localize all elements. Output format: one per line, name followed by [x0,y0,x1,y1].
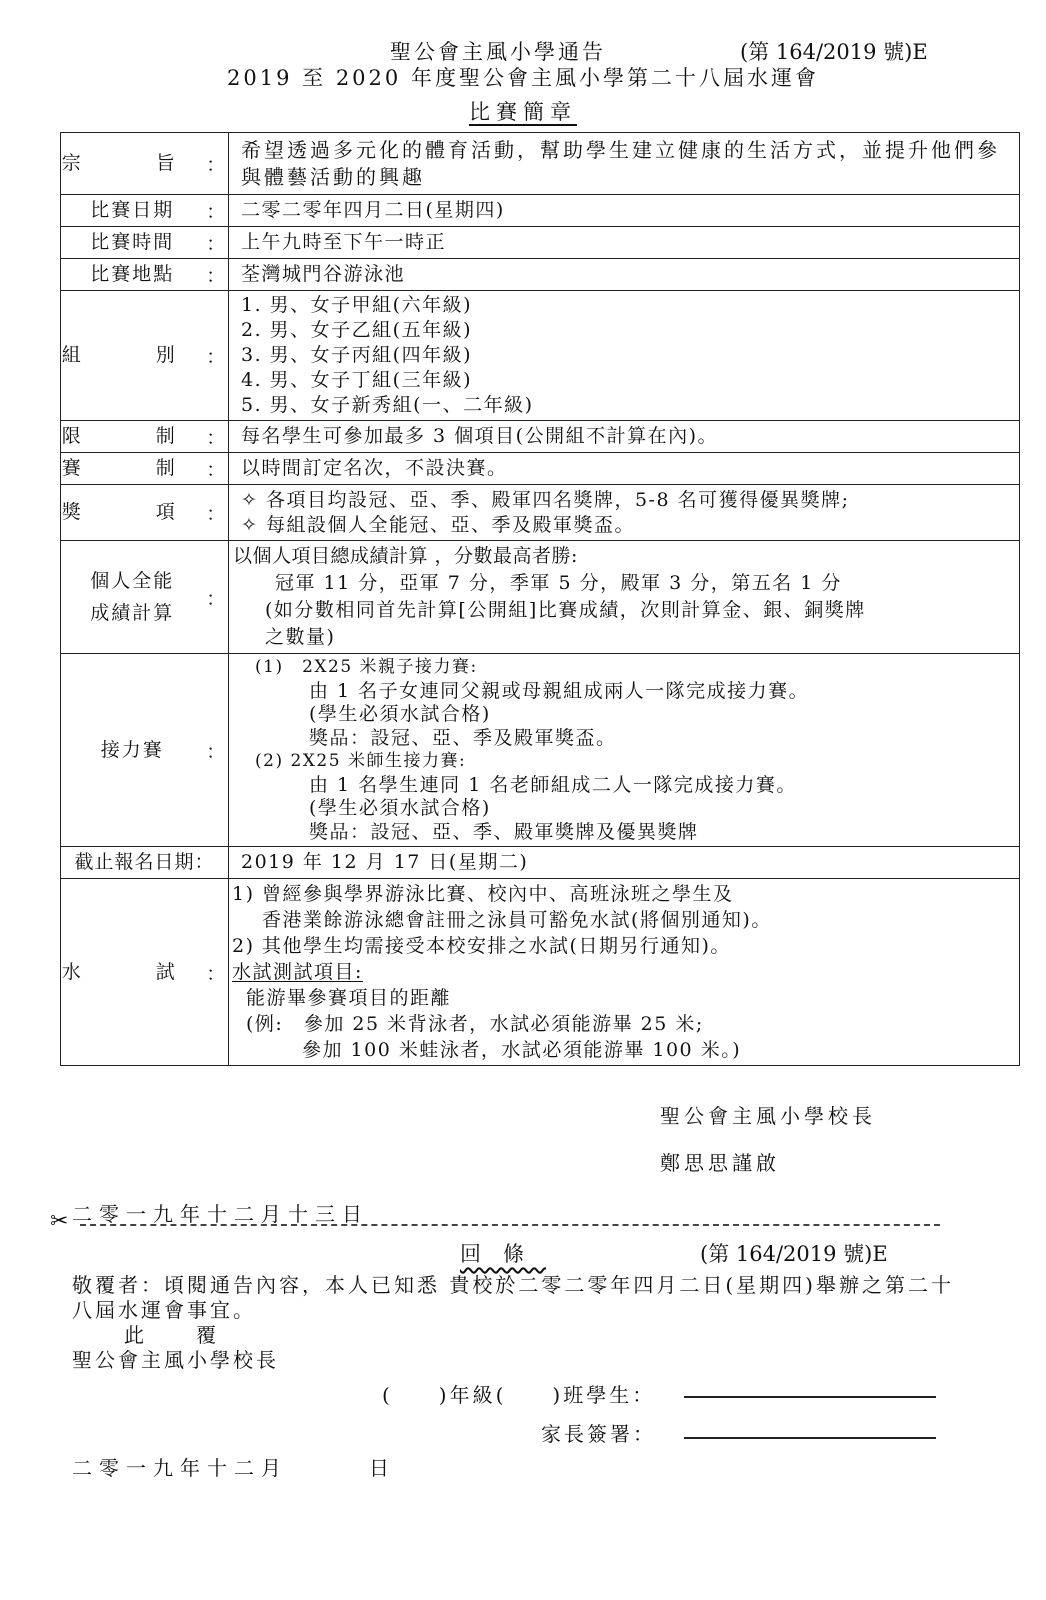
label-groups: 組 別 [61,291,204,421]
label-purpose: 宗 旨 [61,133,204,195]
row-limit: 限 制 ： 每名學生可參加最多 3 個項目(公開組不計算在內)。 [61,421,1020,453]
value-relay: (1) 2X25 米親子接力賽: 由 1 名子女連同父親或母親組成兩人一隊完成接力賽。 (學生必須水試合格) 獎品：設冠、亞、季及殿軍獎盃。 (2) 2X25 米師生接力賽: 由 1 名學生連同 1 名老師組成二人一隊完成接力賽。 (學生必須水試合格) 獎品：設冠、亞、季、殿軍獎牌及優異獎牌 [229,654,1020,847]
value-limit: 每名學生可參加最多 3 個項目(公開組不計算在內)。 [229,421,1020,453]
value-purpose: 希望透過多元化的體育活動，幫助學生建立健康的生活方式，並提升他們參與體藝活動的興趣 [229,133,1020,195]
list-item: 1. 男、女子甲組(六年級) [241,294,472,316]
list-item: 2. 男、女子乙組(五年級) [241,319,472,341]
row-time: 比賽時間 ： 上午九時至下午一時正 [61,227,1020,259]
reply-notice-number: (第 164/2019 號)E [700,1242,888,1266]
signature-principal: 聖公會主風小學校長 [660,1104,876,1128]
parent-signature-label: 家長簽署： [541,1422,656,1446]
value-awards [229,485,1020,541]
list-item: 3. 男、女子丙組(四年級) [241,344,472,366]
value-date: 二零二零年四月二日(星期四) [229,195,1020,227]
signature-name: 鄭思思謹啟 [660,1151,780,1175]
value-swim-test: 1) 曾經參與學界游泳比賽、校內中、高班泳班之學生及 香港業餘游泳總會註冊之泳員可豁免水試(將個別通知)。 2) 其他學生均需接受本校安排之水試(日期另行通知)。 水試測試項目: 能游畢參賽項目的距離 (例: 參加 25 米背泳者，水試必須能游畢 25 米; 參加 100 米蛙泳者，水試必須能游畢 100 米。) [229,879,1020,1066]
student-class-label: ( )年級( )班學生： [382,1383,656,1407]
label-relay: 接力賽 [61,654,204,847]
label-time: 比賽時間 [61,227,204,259]
row-format: 賽 制 ： 以時間訂定名次，不設決賽。 [61,453,1020,485]
label-awards: 獎 項 [61,485,204,541]
row-groups: 組 別 ： 1. 男、女子甲組(六年級) 2. 男、女子乙組(五年級) 3. 男、女子丙組(四年級) 4. 男、女子丁組(三年級) 5. 男、女子新秀組(一、二年級) [61,291,1020,421]
row-venue: 比賽地點 ： 荃灣城門谷游泳池 [61,259,1020,291]
section-title: 比賽簡章 [469,100,577,124]
label-format: 賽 制 [61,453,204,485]
list-item: 5. 男、女子新秀組(一、二年級) [241,394,534,416]
label-venue: 比賽地點 [61,259,204,291]
cut-line [50,1209,940,1235]
row-awards: 獎 項 ： ✧ 各項目均設冠、亞、季、殿軍四名獎牌，5-8 名可獲得優異獎牌; ✧ 每組設個人全能冠、亞、季及殿軍獎盃。 [61,485,1020,541]
notice-date: 二零一九年十二月十三日 [72,1202,369,1226]
list-item: 4. 男、女子丁組(三年級) [241,369,472,391]
student-name-field[interactable] [684,1396,936,1398]
value-groups [229,291,1020,421]
label-deadline: 截止報名日期： [61,847,229,879]
value-time: 上午九時至下午一時正 [229,227,1020,259]
row-purpose: 宗 旨 ： 希望透過多元化的體育活動，幫助學生建立健康的生活方式，並提升他們參與體藝活動的興趣 [61,133,1020,195]
value-overall: 以個人項目總成績計算 ，分數最高者勝: 冠軍 11 分，亞軍 7 分，季軍 5 分，殿軍 3 分，第五名 1 分 (如分數相同首先計算[公開組]比賽成績，次則計算金、銀、銅獎牌 之數量) [229,541,1020,654]
row-swim-test: 水 試 ： 1) 曾經參與學界游泳比賽、校內中、高班泳班之學生及 香港業餘游泳總會註冊之泳員可豁免水試(將個別通知)。 2) 其他學生均需接受本校安排之水試(日期另行通知)。 水試測試項目: 能游畢參賽項目的距離 (例: 參加 25 米背泳者，水試必須能游畢 25 米; 參加 100 米蛙泳者，水試必須能游畢 100 米。) [61,879,1020,1066]
row-date: 比賽日期 ： 二零二零年四月二日(星期四) [61,195,1020,227]
label-overall: 個人全能 成績計算 [61,541,204,654]
label-date: 比賽日期 [61,195,204,227]
row-deadline [61,847,1020,879]
rules-table [60,132,1020,1066]
label-swim-test: 水 試 [61,879,204,1066]
row-overall: 個人全能 成績計算 ： 以個人項目總成績計算 ，分數最高者勝: 冠軍 11 分，亞軍 7 分，季軍 5 分，殿軍 3 分，第五名 1 分 (如分數相同首先計算[公開組]比賽成績，次則計算金、銀、銅獎牌 之數量) [61,541,1020,654]
value-deadline: 2019 年 12 月 17 日(星期二) [229,847,1020,879]
label-limit: 限 制 [61,421,204,453]
event-title: 2019 至 2020 年度聖公會主風小學第二十八屆水運會 [227,66,819,90]
reply-body: 敬覆者：頃閱通告內容，本人已知悉 貴校於二零二零年四月二日(星期四)舉辦之第二十八屆水運會事宜。 此 覆 聖公會主風小學校長 [72,1273,954,1372]
value-venue: 荃灣城門谷游泳池 [229,259,1020,291]
scissors-icon: ✂ [50,1209,69,1234]
parent-signature-field[interactable] [684,1437,936,1439]
reply-title: 回條 [460,1242,546,1266]
notice-title: 聖公會主風小學通告 [390,40,606,64]
list-item: ✧ 每組設個人全能冠、亞、季及殿軍獎盃。 [241,513,635,536]
reply-date: 二零一九年十二月 日 [72,1456,396,1480]
value-format: 以時間訂定名次，不設決賽。 [229,453,1020,485]
list-item: ✧ 各項目均設冠、亞、季、殿軍四名獎牌，5-8 名可獲得優異獎牌; [241,488,850,511]
notice-number: (第 164/2019 號)E [740,40,928,64]
row-relay: 接力賽 ： (1) 2X25 米親子接力賽: 由 1 名子女連同父親或母親組成兩人一隊完成接力賽。 (學生必須水試合格) 獎品：設冠、亞、季及殿軍獎盃。 (2) 2X25 米師生接力賽: 由 1 名學生連同 1 名老師組成二人一隊完成接力賽。 (學生必須水試合格) 獎品：設冠、亞、季、殿軍獎牌及優異獎牌 [61,654,1020,847]
